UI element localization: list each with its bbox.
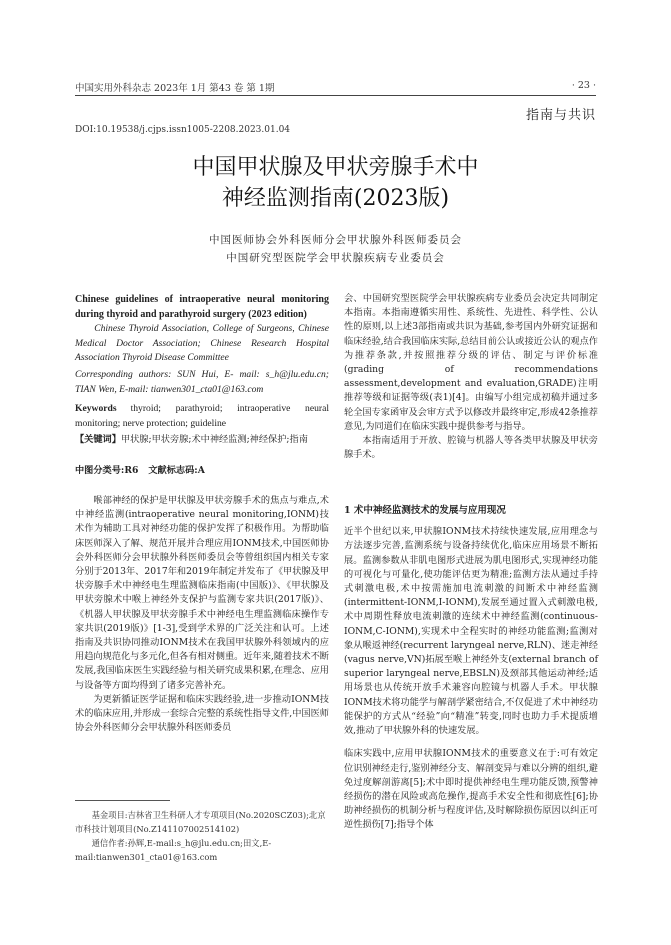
english-title: Chinese guidelines of intraoperative neural monitoring during thyroid and parathyroid surgery (2023 edition) xyxy=(75,294,329,320)
footnote-divider xyxy=(75,800,170,801)
cn-keywords-label: 【关键词】 xyxy=(75,434,121,445)
paragraph: 本指南适用于开放、腔镜与机器人等各类甲状腺及甲状旁腺手术。 xyxy=(344,435,598,461)
left-body xyxy=(75,494,329,735)
cn-keywords-text: 甲状腺;甲状旁腺;术中神经监测;神经保护;指南 xyxy=(120,434,308,445)
english-corresponding: Corresponding authors: SUN Hui, E- mail: s_h@jlu.edu.cn; TIAN Wen, E-mail: tianwen301_cta01@163.com xyxy=(75,369,329,395)
footnotes xyxy=(75,808,329,864)
classification xyxy=(75,464,329,478)
section-tag: 指南与共识 xyxy=(525,108,596,123)
paragraph: 喉部神经的保护是甲状腺及甲状旁腺手术的焦点与难点,术中神经监测(intraoperative neural monitoring,IONM)技术作为辅助工具对神经功能的保护发挥了积极作用。为帮助临床医师深入了解、规范开展并合理应用IONM技术,中国医师协会外科医师分会甲状腺外科医师委员会等曾组织国内相关专家分别于2013年、2017年和2019年制定并发布了《甲状腺及甲状旁腺手术中神经电生理监测临床指南(中国版)》、《甲状腺及甲状旁腺术中喉上神经外支保护与监测专家共识(2017版)》、《机器人甲状腺及甲状旁腺手术中神经电生理监测临床操作专家共识(2019版)》[1-3],受到学术界的广泛关注和认可。上述指南及共识协同推动IONM技术在我国甲状腺外科领域内的应用趋向规范化与多元化,但各有相对侧重。近年来,随着技术不断发展,我国临床医生实践经验与相关研究成果积累,在理念、应用与设备等方面均得到了诸多完善补充。 xyxy=(75,495,329,691)
page-number: · 23 · xyxy=(571,80,596,91)
paragraph: 临床实践中,应用甲状腺IONM技术的重要意义在于:可有效定位识别神经走行,鉴别神经分支、解剖变异与难以分辨的组织,避免过度解剖游离[5];术中即时提供神经电生理功能反馈,预警神经损伤的潜在风险或高危操作,提高手术安全性和彻底性[6];协助神经损伤的机制分析与程度评估,及时解除损伤原因以纠正可逆性损伤[7];指导个体 xyxy=(344,748,598,831)
journal-header: 中国实用外科杂志 2023年 1月 第43 卷 第 1期 xyxy=(75,83,275,94)
paragraph: 近半个世纪以来,甲状腺IONM技术持续快速发展,应用理念与方法逐步完善,监测系统与设备持续优化,临床应用场景不断拓展。监测参数从非肌电图形式进展为肌电图形式,实现神经功能的可视化与可量化,使功能评估更为精准;监测方法从通过手持式刺激电极,术中按需施加电流刺激的间断术中神经监测(intermittent-IONM,I-IONM),发展至通过置入式刺激电极,术中周期性释放电流刺激的连续术中神经监测(continuous-IONM,C-IONM),实现术中全程实时的神经功能监测;监测对象从喉返神经(recurrent laryngeal nerve,RLN)、迷走神经(vagus nerve,VN)拓展至喉上神经外支(external branch of superior laryngeal nerve,EBSLN)及颈部其他运动神经;适用场景也从传统开放手术兼容向腔镜与机器人手术。甲状腺IONM技术将功能学与解剖学紧密结合,不仅促进了术中神经功能保护的方式从“经验”向“精准”转变,同时也助力手术提质增效,推动了甲状腺外科的快速发展。 xyxy=(344,526,598,737)
title-line-1: 中国甲状腺及甲状旁腺手术中 xyxy=(192,155,479,180)
section-heading: 1 术中神经监测技术的发展与应用现况 xyxy=(344,505,506,516)
english-affiliation: Chinese Thyroid Association, College of Surgeons, Chinese Medical Doctor Association; Chinese Research Hospital Association Thyroid Disease Committee xyxy=(75,323,329,363)
keywords-text: thyroid; parathyroid; intraoperative neural monitoring; nerve protection; guideline xyxy=(75,403,329,429)
chinese-keywords xyxy=(75,433,329,447)
header-divider xyxy=(75,95,596,96)
clc-number: 中图分类号:R6 xyxy=(75,465,139,476)
english-keywords xyxy=(75,402,329,431)
paragraph: 为更新循证医学证据和临床实践经验,进一步推动IONM技术的临床应用,并形成一套综合完整的系统性指导文件,中国医师协会外科医师分会甲状腺外科医师委员 xyxy=(75,693,329,734)
title-line-2: 神经监测指南(2023版) xyxy=(221,186,450,211)
keywords-label: Keywords xyxy=(75,403,117,414)
right-body xyxy=(344,292,598,462)
doc-code: 文献标志码:A xyxy=(148,465,205,476)
footnote-funding: 基金项目:吉林省卫生科研人才专项项目(No.2020SCZ03);北京市科技计划项目(No.Z141107002514102) xyxy=(75,810,326,834)
paragraph: 会、中国研究型医院学会甲状腺疾病专业委员会决定共同制定本指南。本指南遵循实用性、系统性、先进性、科学性、公认性的原则,以上述3部指南或共识为基础,参考国内外研究证据和临床经验,结合我国临床实际,总结目前公认或接近公认的观点作为推荐条款,并按照推荐分级的评估、制定与评价标准(grading of recommendations assessment,development and evaluation,GRADE)注明推荐等级和证据等级(表1)[4]。由编写小组完成初稿并通过多轮全国专家函审及会审方式予以修改并最终审定,形成42条推荐意见,为同道们在临床实践中提供参考与指导。 xyxy=(344,293,598,432)
author-org-2: 中国研究型医院学会甲状腺疾病专业委员会 xyxy=(226,252,445,264)
doi: DOI:10.19538/j.cjps.issn1005-2208.2023.01.04 xyxy=(75,125,291,135)
section-body xyxy=(344,516,598,842)
footnote-correspondence: 通信作者:孙辉,E-mail:s_h@jlu.edu.cn;田文,E-mail:tianwen301_cta01@163.com xyxy=(75,838,272,862)
author-org-1: 中国医师协会外科医师分会甲状腺外科医师委员会 xyxy=(209,234,462,246)
paper-title xyxy=(75,152,596,214)
